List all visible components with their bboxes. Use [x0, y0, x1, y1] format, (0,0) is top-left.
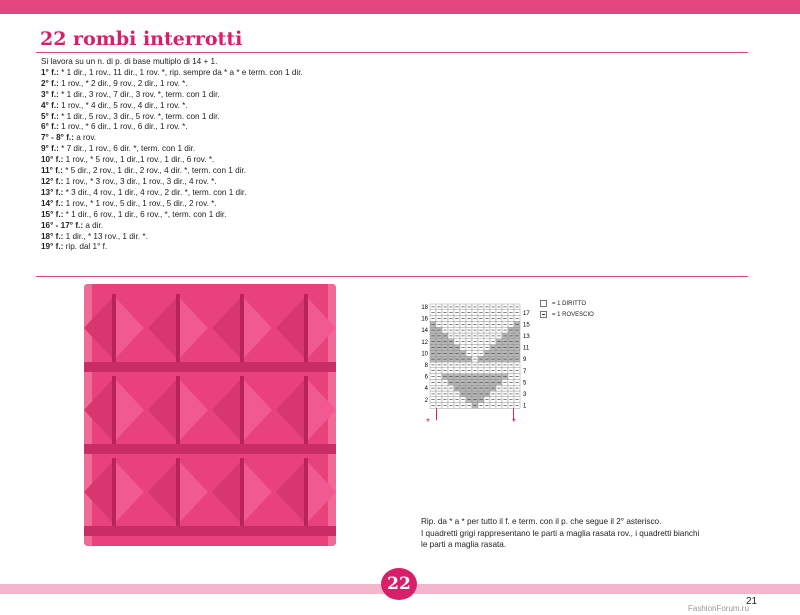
- row-label: 10° f.:: [41, 155, 64, 165]
- row-label: 14° f.:: [41, 198, 64, 208]
- row-number-left: 10: [421, 351, 428, 358]
- row-label: 6° f.:: [41, 122, 59, 132]
- row-text: Si lavora su un n. di p. di base multiplo di 14 + 1.: [41, 57, 218, 66]
- row-number-right: 11: [523, 345, 530, 352]
- row-label: 7° - 8° f.:: [41, 133, 74, 143]
- row-number-right: 3: [523, 392, 527, 398]
- title-divider: [36, 52, 748, 53]
- row-text: * 1 dir., 3 rov., 7 dir., 3 rov. *, term. con 1 dir.: [58, 89, 220, 99]
- row-label: 12° f.:: [41, 176, 64, 186]
- row-number-left: 2: [424, 397, 428, 404]
- instruction-line: [41, 133, 361, 144]
- row-text: * 5 dir., 2 rov., 1 dir., 2 rov., 4 dir. *, term. con 1 dir.: [62, 166, 247, 176]
- rib-column: [112, 294, 116, 362]
- row-text: * 1 dir., 6 rov., 1 dir., 6 rov., *, term. con 1 dir.: [63, 209, 227, 219]
- row-text: 1 dir., * 13 rov., 1 dir. *.: [63, 231, 148, 241]
- row-label: 18° f.:: [41, 231, 64, 241]
- legend-item-knit: [540, 300, 594, 307]
- chart-note: [421, 516, 751, 551]
- instruction-line: [41, 199, 361, 210]
- row-number-left: 16: [421, 316, 428, 323]
- instruction-line: [41, 101, 361, 112]
- garter-ridge: [84, 526, 336, 536]
- rib-column: [176, 458, 180, 526]
- top-accent-bar: [0, 0, 800, 14]
- instruction-line: [41, 155, 361, 166]
- row-number-right: 7: [523, 368, 527, 375]
- row-text: 1 rov., * 3 rov., 3 dir., 1 rov., 3 dir., 4 rov. *.: [63, 176, 217, 186]
- instruction-line: [41, 166, 361, 177]
- row-text: a rov.: [73, 133, 97, 143]
- row-number-right: 1: [523, 403, 527, 410]
- rib-column: [112, 458, 116, 526]
- row-label: 1° f.:: [41, 67, 59, 77]
- rib-column: [240, 458, 244, 526]
- stitch-chart: [410, 298, 540, 430]
- row-number-right: 15: [523, 322, 530, 329]
- instruction-line: [41, 188, 361, 199]
- row-label: 13° f.:: [41, 187, 64, 197]
- pattern-instructions: [41, 57, 361, 253]
- row-label: 16° - 17° f.:: [41, 220, 84, 230]
- watermark: FashionForum.ru: [688, 604, 749, 613]
- instruction-line: [41, 242, 361, 253]
- row-label: 15° f.:: [41, 209, 64, 219]
- instruction-line: [41, 79, 361, 90]
- row-text: * 7 dir., 1 rov., 6 dir. *, term. con 1 dir.: [58, 144, 196, 154]
- row-label: 19° f.:: [41, 242, 64, 252]
- garter-ridge: [84, 444, 336, 454]
- rib-column: [304, 458, 308, 526]
- row-number-left: 14: [421, 328, 428, 335]
- knit-square-icon: [540, 300, 547, 307]
- legend-item-purl: [540, 311, 594, 318]
- legend-label-purl: = 1 ROVESCIO: [552, 311, 594, 318]
- row-label: 4° f.:: [41, 100, 59, 110]
- row-text: rip. dal 1° f.: [63, 242, 108, 252]
- row-number-right: 17: [523, 310, 530, 317]
- row-label: 5° f.:: [41, 111, 59, 121]
- row-text: a dir.: [83, 220, 104, 230]
- row-number-left: 18: [421, 305, 428, 311]
- asterisk-right-label: *: [512, 417, 516, 428]
- instruction-line: [41, 90, 361, 101]
- note-line-3: le parti a maglia rasata.: [421, 540, 507, 549]
- page-title: 22 rombi interrotti: [40, 28, 243, 50]
- row-text: 1 rov., * 2 dir., 9 rov., 2 dir., 1 rov. *.: [58, 78, 188, 88]
- instruction-line: [41, 210, 361, 221]
- note-line-2: I quadretti grigi rappresentano le parti a maglia rasata rov., i quadretti bianchi: [421, 528, 700, 538]
- row-number-left: 12: [421, 339, 428, 346]
- row-text: * 1 dir., 5 rov., 3 dir., 5 rov. *, term. con 1 dir.: [58, 111, 220, 121]
- rib-column: [240, 376, 244, 444]
- row-label: 3° f.:: [41, 89, 59, 99]
- row-number-right: 13: [523, 334, 530, 340]
- garter-ridge: [84, 362, 336, 372]
- purl-square-icon: [540, 311, 547, 318]
- row-text: * 1 dir., 1 rov., 11 dir., 1 rov. *, rip. sempre da * a * e term. con 1 dir.: [58, 67, 303, 77]
- instruction-line: [41, 57, 361, 68]
- instruction-line: [41, 112, 361, 123]
- row-text: 1 rov., * 1 rov., 5 dir., 1 rov., 5 dir., 2 rov. *.: [63, 198, 217, 208]
- swatch-illustration: [84, 284, 336, 546]
- row-text: 1 rov., * 4 dir., 5 rov., 4 dir., 1 rov. *.: [58, 100, 188, 110]
- instruction-line: [41, 232, 361, 243]
- row-text: 1 rov., * 6 dir., 1 rov., 6 dir., 1 rov. *.: [58, 122, 188, 132]
- row-label: 2° f.:: [41, 78, 59, 88]
- row-label: 11° f.:: [41, 166, 63, 176]
- instruction-line: [41, 122, 361, 133]
- pattern-number-badge: 22: [381, 568, 417, 600]
- instruction-line: [41, 177, 361, 188]
- page-number: 21: [746, 596, 758, 607]
- instruction-line: [41, 68, 361, 79]
- row-number-left: 8: [424, 363, 428, 369]
- row-label: 9° f.:: [41, 144, 59, 154]
- row-number-right: 5: [523, 380, 527, 387]
- rib-column: [176, 376, 180, 444]
- rib-column: [112, 376, 116, 444]
- note-line-1: Rip. da * a * per tutto il f. e term. con il p. che segue il 2° asterisco.: [421, 517, 662, 526]
- row-text: * 3 dir., 4 rov., 1 dir., 4 rov., 2 dir. *, term. con 1 dir.: [63, 187, 247, 197]
- rib-column: [240, 294, 244, 362]
- row-text: 1 rov., * 5 rov., 1 dir.,1 rov., 1 dir., 6 rov. *.: [63, 155, 215, 165]
- row-number-left: 6: [424, 374, 428, 381]
- legend-label-knit: = 1 DIRITTO: [552, 300, 587, 307]
- row-number-right: 9: [523, 357, 527, 364]
- rib-column: [304, 376, 308, 444]
- rib-column: [304, 294, 308, 362]
- row-number-left: 4: [424, 386, 428, 393]
- stitch-chart-grid: [410, 298, 540, 430]
- asterisk-left-label: *: [426, 417, 430, 428]
- instruction-line: [41, 144, 361, 155]
- rib-column: [176, 294, 180, 362]
- section-divider: [36, 276, 748, 277]
- knitted-swatch-photo: [84, 284, 336, 546]
- instruction-line: [41, 221, 361, 232]
- chart-legend: [540, 300, 594, 322]
